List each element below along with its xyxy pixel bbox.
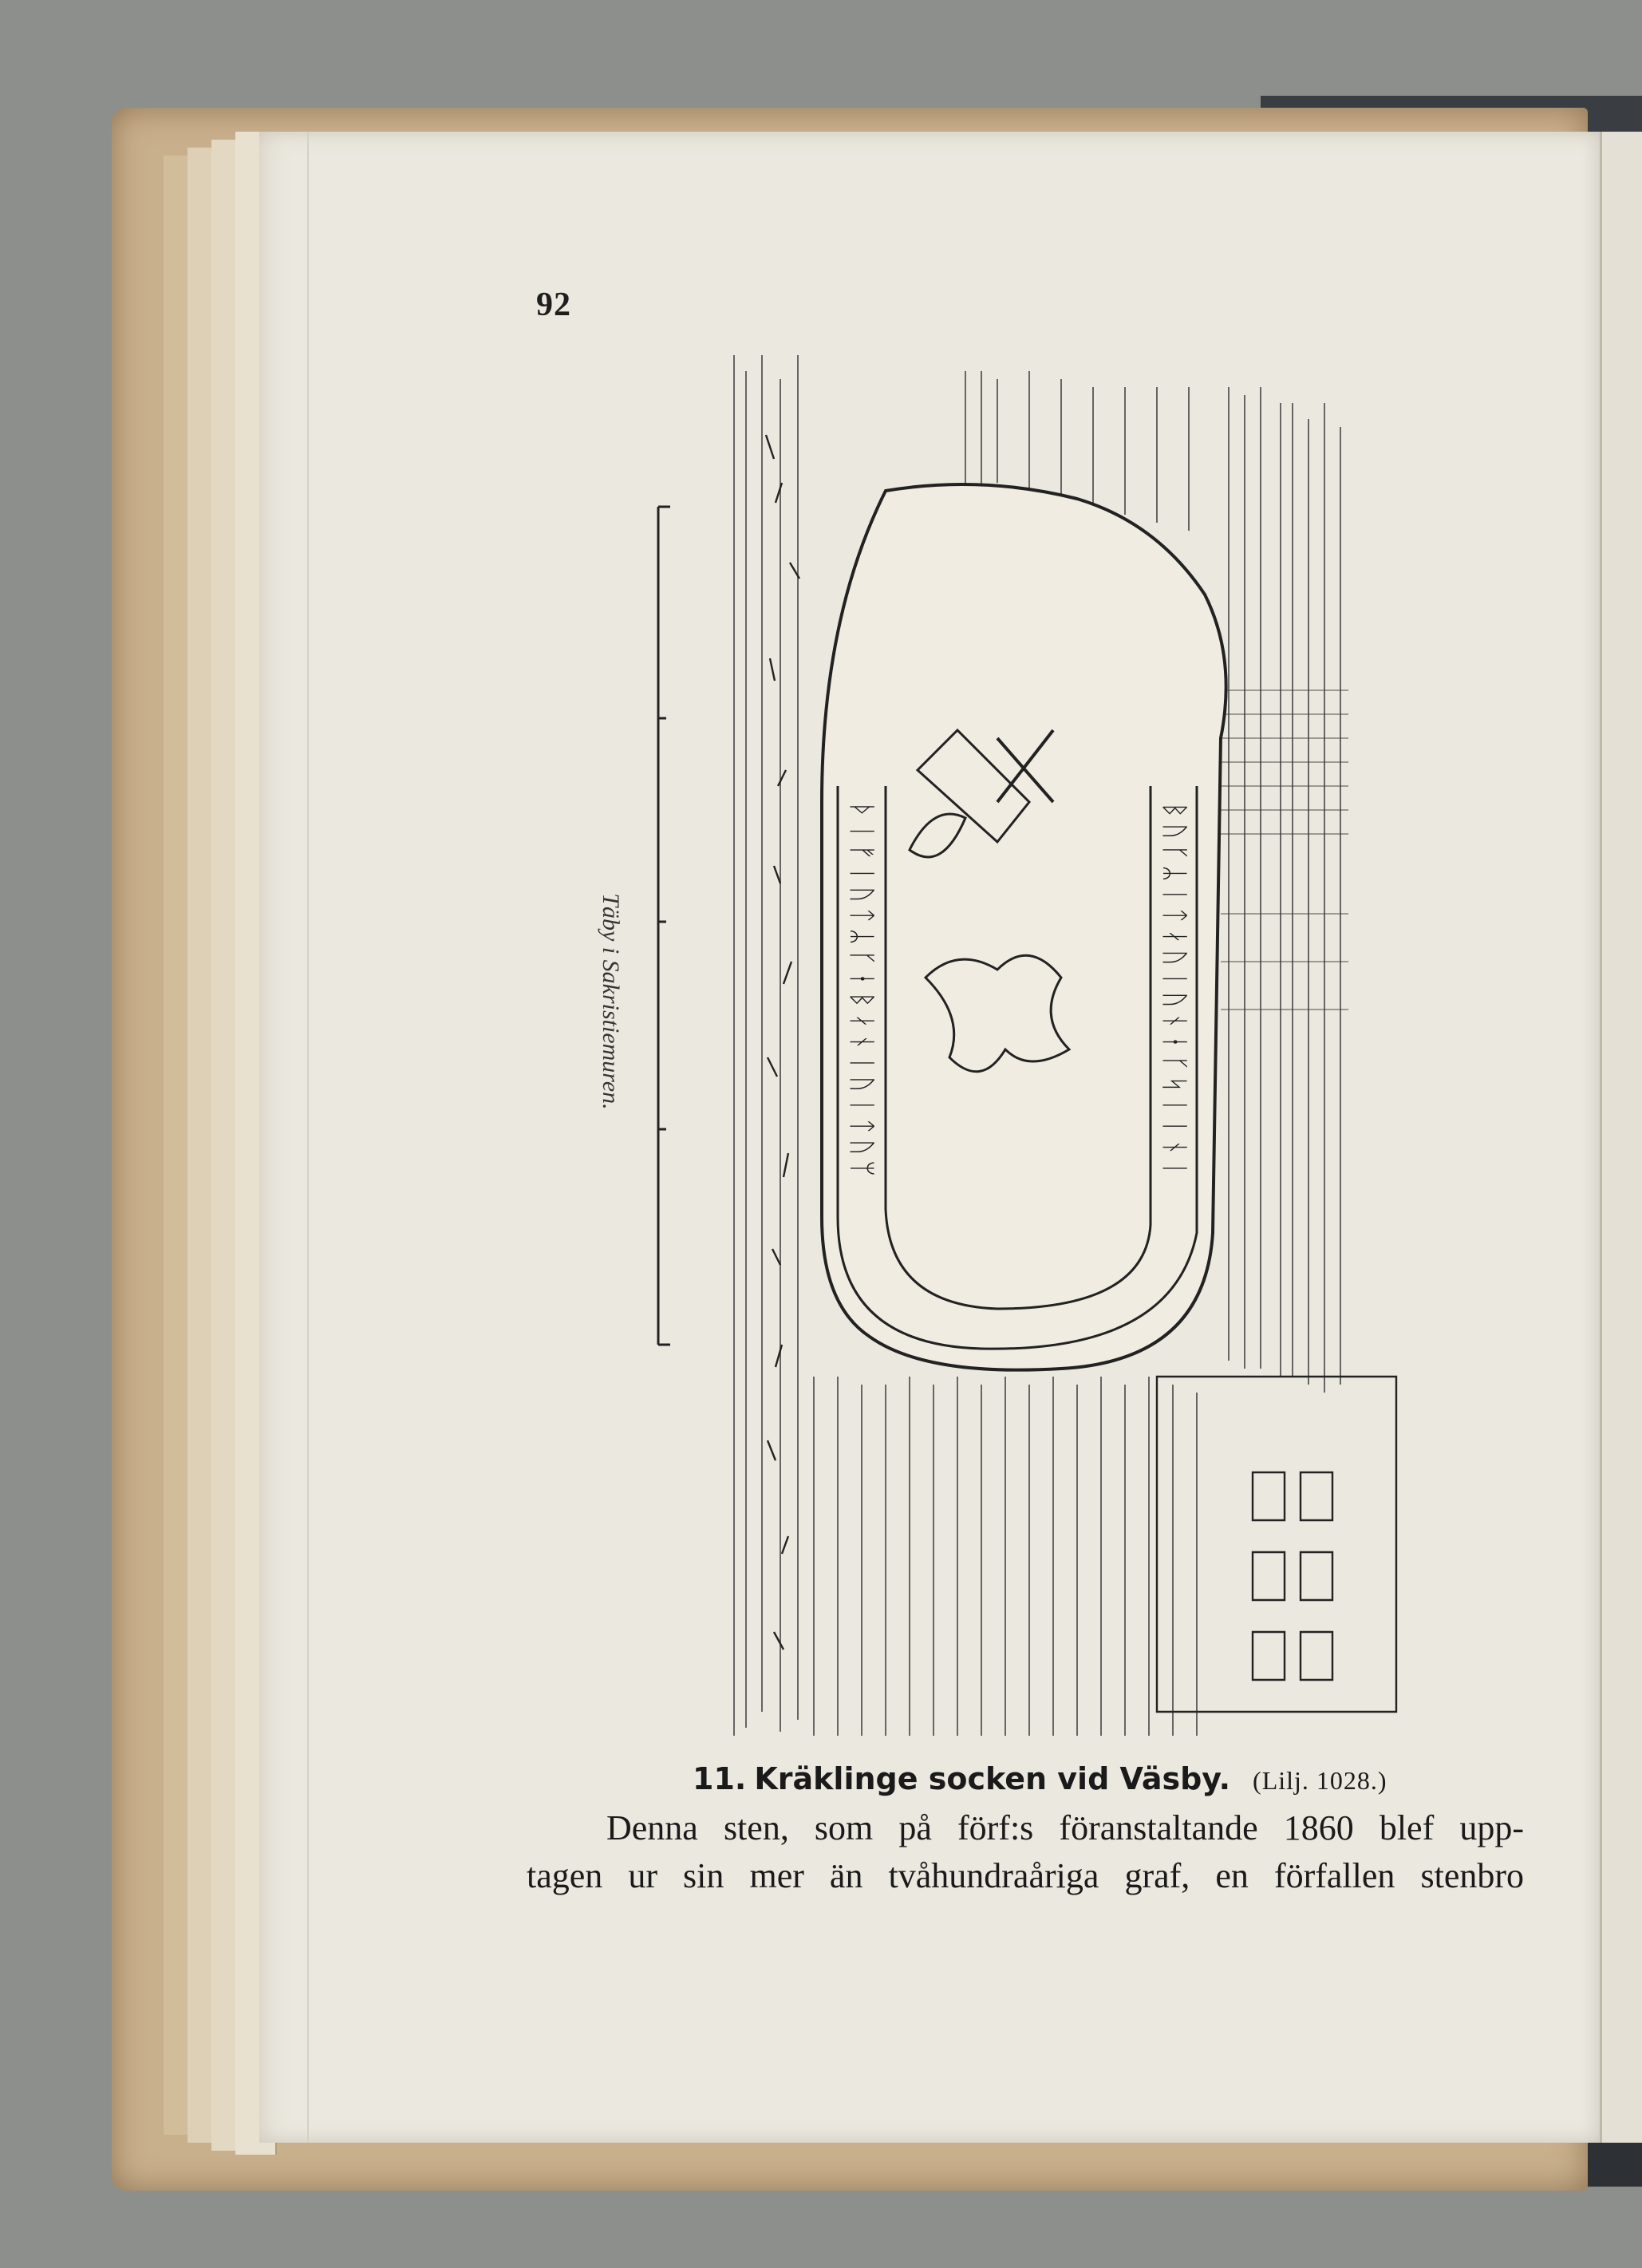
- page-number: 92: [536, 286, 571, 323]
- runes-right: ᛒᚢᚴᛦᛁᛏᛅᚢᛁᚢᚾᚽᚴᛋᛁᛁᚾᛁ: [1158, 802, 1190, 1182]
- caption-reference: (Lilj. 1028.): [1253, 1766, 1387, 1795]
- body-text-line: Denna sten, som på förf:s föranstaltande 1860 blef upp-: [606, 1808, 1524, 1847]
- caption-title: Kräklinge socken vid Väsby.: [754, 1761, 1231, 1796]
- page-gutter-line: [307, 132, 309, 2143]
- figure-side-caption: Täby i Sakristiemuren.: [598, 893, 624, 1110]
- runestone-illustration: [582, 355, 1412, 1752]
- facing-page-edge: [1600, 132, 1642, 2143]
- body-text-line: tagen ur sin mer än tvåhundraåriga graf, en förfallen stenbro: [527, 1856, 1524, 1895]
- caption-number: 11.: [693, 1761, 747, 1796]
- figure-caption: [693, 1760, 1387, 1797]
- runes-left: ᚦᛁᚠᛁᚢᛏᛦᚴᚽᛒᛅᚾᛁᚢᛁᛏᚢᛘ: [846, 802, 878, 1182]
